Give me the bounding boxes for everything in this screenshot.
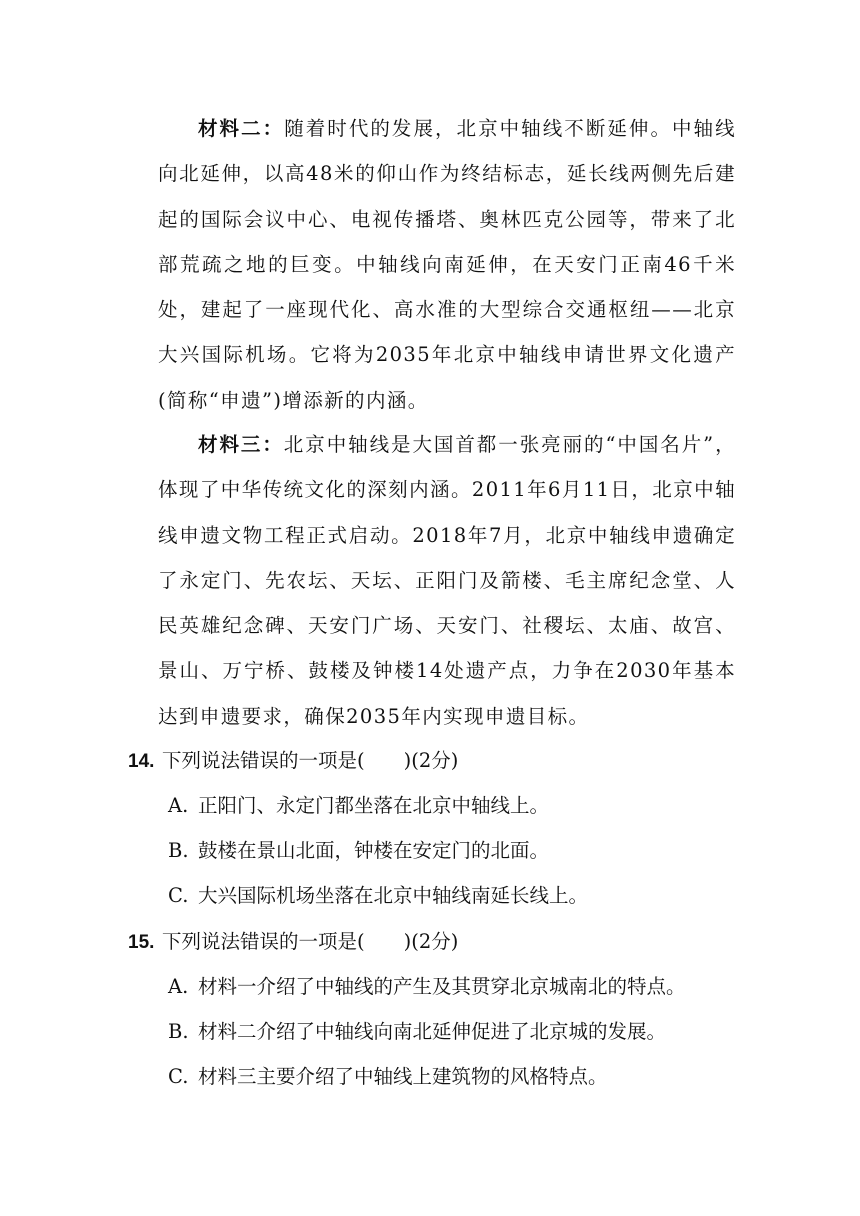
question-15	[128, 926, 458, 954]
option-text: 正阳门、永定门都坐落在北京中轴线上。	[198, 794, 550, 817]
question-number: 15.	[128, 932, 155, 953]
option-letter: C.	[168, 1065, 189, 1088]
question-15-option-c	[168, 1061, 608, 1089]
question-14-option-b	[168, 835, 549, 863]
material-2-paragraph	[158, 106, 736, 423]
question-14-option-c	[168, 880, 588, 908]
question-14-option-a	[168, 790, 549, 818]
material-3-text: 北京中轴线是大国首都一张亮丽的“中国名片”，体现了中华传统文化的深刻内涵。2011年6月11日，北京中轴线申遗文物工程正式启动。2018年7月，北京中轴线申遗确定了永定门、先农坛、天坛、正阳门及箭楼、毛主席纪念堂、人民英雄纪念碑、天安门广场、天安门、社稷坛、太庙、故宫、景山、万宁桥、鼓楼及钟楼14处遗产点，力争在2030年基本达到申遗要求，确保2035年内实现申遗目标。	[158, 433, 736, 728]
question-stem: 下列说法错误的一项是( )(2分)	[162, 930, 459, 953]
option-letter: A.	[168, 975, 189, 998]
option-letter: B.	[168, 1020, 189, 1043]
option-text: 鼓楼在景山北面，钟楼在安定门的北面。	[198, 839, 550, 862]
material-2-label: 材料二：	[198, 117, 285, 140]
option-text: 材料一介绍了中轴线的产生及其贯穿北京城南北的特点。	[198, 975, 686, 998]
option-letter: C.	[168, 884, 189, 907]
material-2-text: 随着时代的发展，北京中轴线不断延伸。中轴线向北延伸，以高48米的仰山作为终结标志，延长线两侧先后建起的国际会议中心、电视传播塔、奥林匹克公园等，带来了北部荒疏之地的巨变。中轴线向南延伸，在天安门正南46千米处，建起了一座现代化、高水准的大型综合交通枢纽——北京大兴国际机场。它将为2035年北京中轴线申请世界文化遗产(简称“申遗”)增添新的内涵。	[158, 117, 736, 412]
option-text: 材料二介绍了中轴线向南北延伸促进了北京城的发展。	[198, 1020, 667, 1043]
question-number: 14.	[128, 751, 155, 772]
question-stem: 下列说法错误的一项是( )(2分)	[162, 749, 459, 772]
question-15-option-a	[168, 971, 686, 999]
question-14	[128, 745, 458, 773]
material-3-paragraph	[158, 422, 736, 739]
option-text: 大兴国际机场坐落在北京中轴线南延长线上。	[198, 884, 589, 907]
option-text: 材料三主要介绍了中轴线上建筑物的风格特点。	[198, 1065, 608, 1088]
question-15-option-b	[168, 1016, 666, 1044]
option-letter: B.	[168, 839, 189, 862]
material-3-label: 材料三：	[198, 433, 284, 456]
option-letter: A.	[168, 794, 189, 817]
